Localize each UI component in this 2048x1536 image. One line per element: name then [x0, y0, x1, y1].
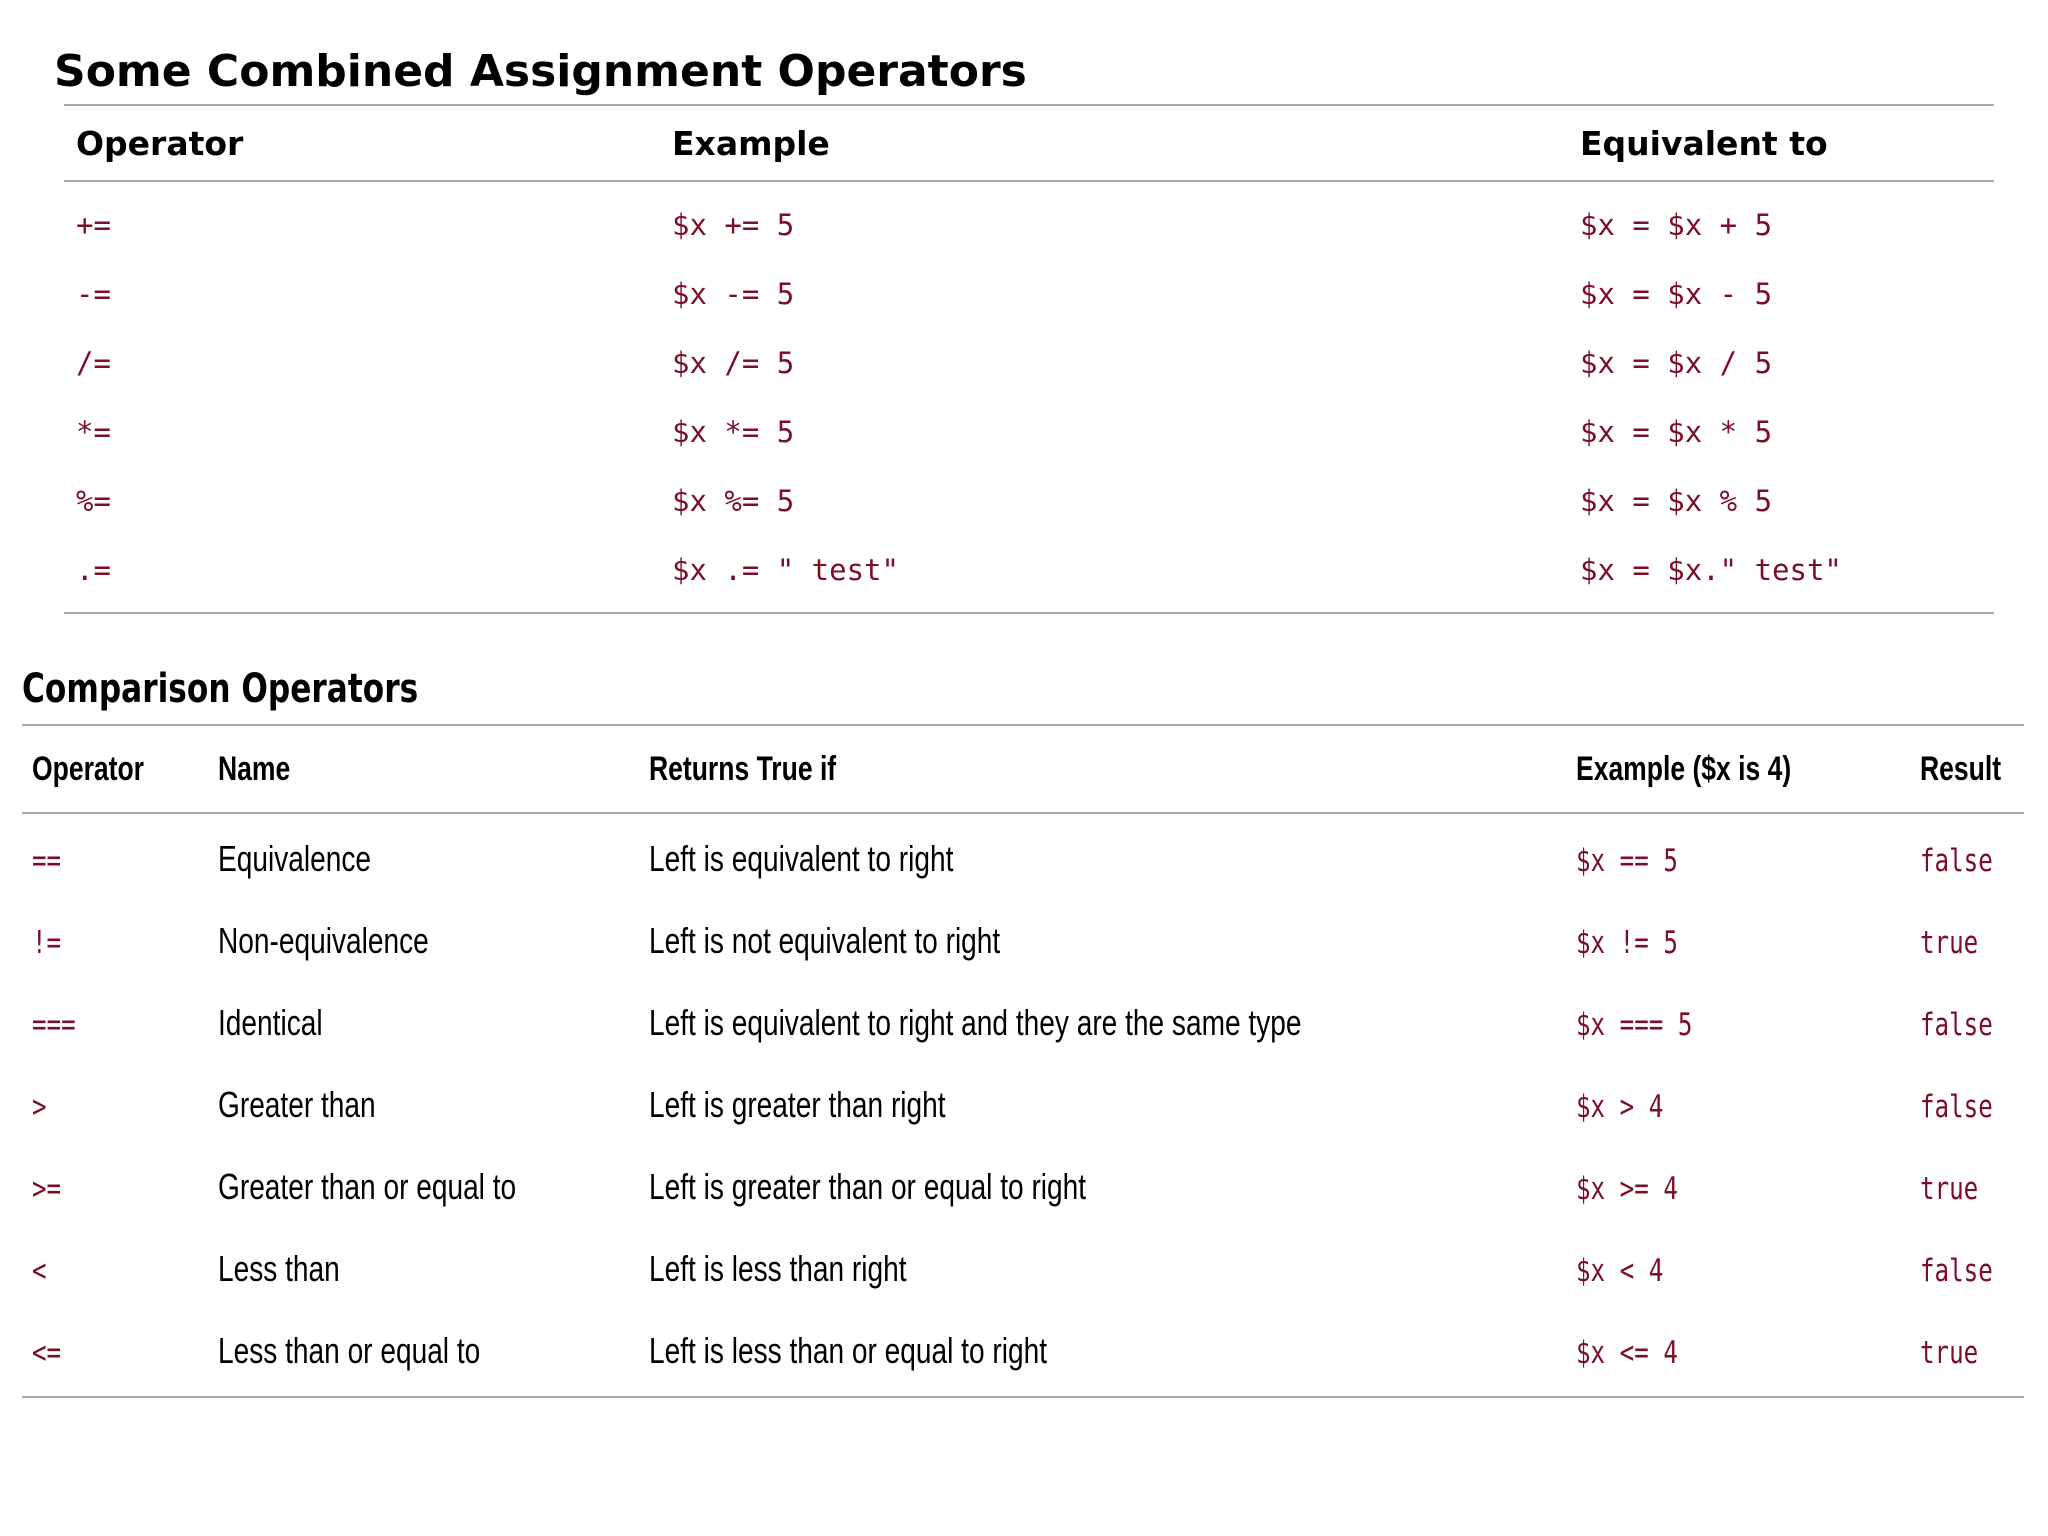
- name-value: Non-equivalence: [218, 920, 430, 961]
- name-value: Equivalence: [218, 838, 372, 879]
- assignment-operators-section: [54, 40, 2004, 614]
- returns-value: Left is not equivalent to right: [649, 920, 1001, 961]
- table-row: [64, 466, 1994, 535]
- example-cell: $x *= 5: [672, 414, 795, 449]
- returns-cell: [639, 1064, 1566, 1146]
- operator-value: <=: [32, 1335, 62, 1371]
- example-value: $x === 5: [1576, 1007, 1693, 1043]
- result-value: false: [1920, 1089, 1993, 1125]
- table-row: [64, 397, 1994, 466]
- operator-cell: [22, 982, 208, 1064]
- returns-cell: [639, 813, 1566, 900]
- equivalent-cell: $x = $x % 5: [1580, 483, 1773, 518]
- operator-value: !=: [32, 925, 62, 961]
- result-value: true: [1920, 1335, 1979, 1371]
- comparison-operators-table: [22, 724, 2024, 1398]
- result-cell: [1910, 900, 2024, 982]
- header-returns: [639, 725, 1566, 813]
- table-row: [22, 1064, 2024, 1146]
- operator-cell: [22, 813, 208, 900]
- example-value: $x <= 4: [1576, 1335, 1678, 1371]
- example-cell: $x -= 5: [672, 276, 795, 311]
- table-row: [22, 1310, 2024, 1397]
- returns-value: Left is equivalent to right and they are the same type: [649, 1002, 1302, 1043]
- name-value: Greater than or equal to: [218, 1166, 517, 1207]
- table-row: [22, 982, 2024, 1064]
- operator-value: ==: [32, 843, 62, 879]
- example-cell: $x /= 5: [672, 345, 795, 380]
- assignment-operators-title: Some Combined Assignment Operators: [54, 46, 1027, 97]
- operator-cell: /=: [76, 345, 111, 380]
- equivalent-cell: $x = $x." test": [1580, 552, 1842, 587]
- comparison-operators-section: [22, 654, 2024, 1398]
- header-operator-label: Operator: [32, 749, 145, 788]
- name-value: Greater than: [218, 1084, 376, 1125]
- operator-cell: +=: [76, 207, 111, 242]
- table-row: [64, 328, 1994, 397]
- name-value: Identical: [218, 1002, 323, 1043]
- header-operator: Operator: [76, 123, 244, 163]
- operator-value: >=: [32, 1171, 62, 1207]
- result-value: false: [1920, 1253, 1993, 1289]
- example-value: $x < 4: [1576, 1253, 1664, 1289]
- table-row: [22, 813, 2024, 900]
- result-cell: [1910, 982, 2024, 1064]
- name-cell: [208, 982, 639, 1064]
- operator-cell: .=: [76, 552, 111, 587]
- result-value: false: [1920, 843, 1993, 879]
- operator-value: ===: [32, 1007, 76, 1043]
- returns-value: Left is equivalent to right: [649, 838, 954, 879]
- equivalent-cell: $x = $x / 5: [1580, 345, 1773, 380]
- name-value: Less than or equal to: [218, 1330, 481, 1371]
- result-value: false: [1920, 1007, 1993, 1043]
- header-operator: [22, 725, 208, 813]
- header-example: Example: [672, 123, 830, 163]
- name-cell: [208, 1228, 639, 1310]
- example-cell: [1566, 1228, 1910, 1310]
- operator-cell: %=: [76, 483, 111, 518]
- example-value: $x > 4: [1576, 1089, 1664, 1125]
- example-cell: $x += 5: [672, 207, 795, 242]
- result-cell: [1910, 1064, 2024, 1146]
- table-row: [22, 900, 2024, 982]
- equivalent-cell: $x = $x - 5: [1580, 276, 1773, 311]
- header-result: [1910, 725, 2024, 813]
- returns-cell: [639, 900, 1566, 982]
- assignment-operators-table: [64, 104, 1994, 614]
- table-header-row: [64, 105, 1994, 181]
- header-name: [208, 725, 639, 813]
- example-cell: $x %= 5: [672, 483, 795, 518]
- returns-value: Left is less than or equal to right: [649, 1330, 1048, 1371]
- table-row: [22, 1228, 2024, 1310]
- equivalent-cell: $x = $x * 5: [1580, 414, 1773, 449]
- returns-value: Left is greater than right: [649, 1084, 946, 1125]
- returns-cell: [639, 1146, 1566, 1228]
- header-equivalent: Equivalent to: [1580, 123, 1828, 163]
- name-cell: [208, 900, 639, 982]
- comparison-operators-title: Comparison Operators: [22, 666, 419, 712]
- result-cell: [1910, 1146, 2024, 1228]
- operator-cell: -=: [76, 276, 111, 311]
- table-row: [64, 259, 1994, 328]
- name-value: Less than: [218, 1248, 341, 1289]
- name-cell: [208, 1146, 639, 1228]
- result-cell: [1910, 813, 2024, 900]
- operator-value: >: [32, 1089, 47, 1125]
- example-value: $x != 5: [1576, 925, 1678, 961]
- table-row: [64, 535, 1994, 613]
- example-cell: [1566, 982, 1910, 1064]
- header-name-label: Name: [218, 749, 291, 788]
- header-result-label: Result: [1920, 749, 2002, 788]
- example-cell: [1566, 1310, 1910, 1397]
- table-row: [22, 1146, 2024, 1228]
- returns-cell: [639, 1310, 1566, 1397]
- equivalent-cell: $x = $x + 5: [1580, 207, 1773, 242]
- returns-cell: [639, 1228, 1566, 1310]
- operator-cell: [22, 1146, 208, 1228]
- operator-value: <: [32, 1253, 47, 1289]
- operator-cell: [22, 1228, 208, 1310]
- table-row: [64, 181, 1994, 259]
- header-example: [1566, 725, 1910, 813]
- name-cell: [208, 813, 639, 900]
- example-cell: [1566, 813, 1910, 900]
- example-cell: $x .= " test": [672, 552, 899, 587]
- operator-cell: [22, 1310, 208, 1397]
- returns-cell: [639, 982, 1566, 1064]
- header-example-label: Example ($x is 4): [1576, 749, 1792, 788]
- name-cell: [208, 1310, 639, 1397]
- operator-cell: [22, 1064, 208, 1146]
- example-value: $x >= 4: [1576, 1171, 1678, 1207]
- example-cell: [1566, 1064, 1910, 1146]
- result-cell: [1910, 1228, 2024, 1310]
- result-value: true: [1920, 925, 1979, 961]
- name-cell: [208, 1064, 639, 1146]
- result-cell: [1910, 1310, 2024, 1397]
- returns-value: Left is greater than or equal to right: [649, 1166, 1087, 1207]
- operator-cell: *=: [76, 414, 111, 449]
- example-cell: [1566, 1146, 1910, 1228]
- table-header-row: [22, 725, 2024, 813]
- example-cell: [1566, 900, 1910, 982]
- header-returns-label: Returns True if: [649, 749, 837, 788]
- result-value: true: [1920, 1171, 1979, 1207]
- operator-cell: [22, 900, 208, 982]
- returns-value: Left is less than right: [649, 1248, 907, 1289]
- example-value: $x == 5: [1576, 843, 1678, 879]
